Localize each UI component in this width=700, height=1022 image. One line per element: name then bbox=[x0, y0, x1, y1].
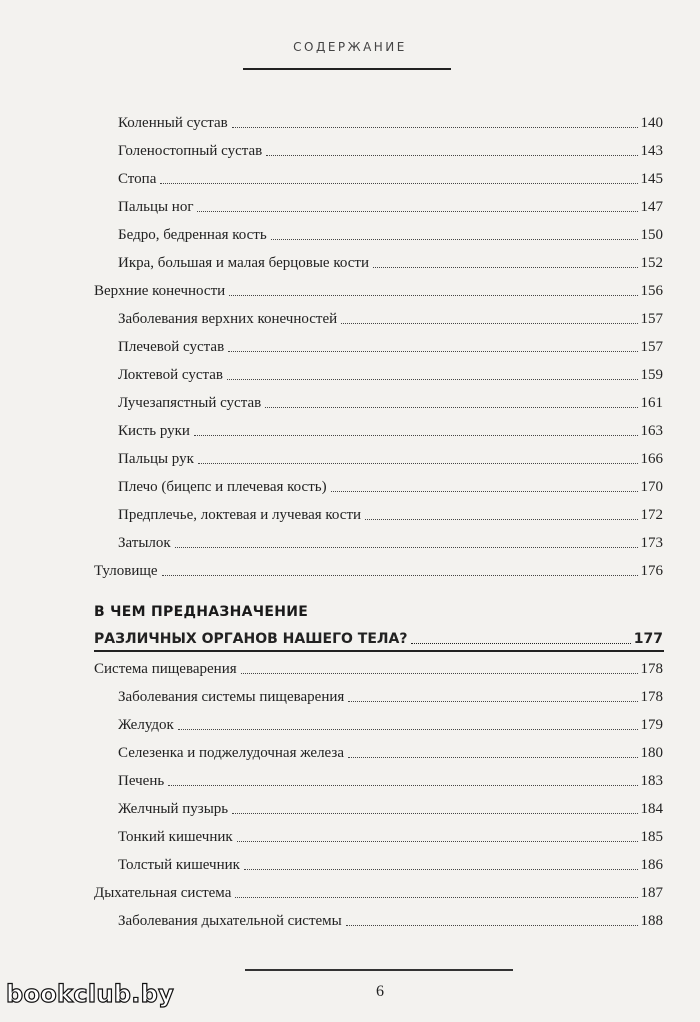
dot-leader bbox=[232, 127, 638, 128]
toc-entry-liver: Печень 183 bbox=[118, 773, 663, 789]
dot-leader bbox=[162, 575, 638, 576]
toc-entry-digestive-system: Система пищеварения 178 bbox=[94, 661, 663, 677]
toc-entry-occiput: Затылок 173 bbox=[118, 535, 663, 551]
toc-entry-respiratory-diseases: Заболевания дыхательной системы 188 bbox=[118, 913, 663, 929]
dot-leader bbox=[232, 813, 637, 814]
toc-entry-wrist: Лучезапястный сустав 161 bbox=[118, 395, 663, 411]
toc-entry-fingers: Пальцы рук 166 bbox=[118, 451, 663, 467]
section-heading: В ЧЕМ ПРЕДНАЗНАЧЕНИЕ bbox=[94, 604, 309, 620]
toc-entry-small-intestine: Тонкий кишечник 185 bbox=[118, 829, 663, 845]
section-heading-entry: РАЗЛИЧНЫХ ОРГАНОВ НАШЕГО ТЕЛА? 177 bbox=[94, 631, 663, 647]
toc-entry-large-intestine: Толстый кишечник 186 bbox=[118, 857, 663, 873]
toc-entry-foot: Стопа 145 bbox=[118, 171, 663, 187]
dot-leader bbox=[198, 463, 638, 464]
dot-leader bbox=[265, 407, 637, 408]
toc-entry-torso: Туловище 176 bbox=[94, 563, 663, 579]
toc-entry-upper-limb-diseases: Заболевания верхних конечностей 157 bbox=[118, 311, 663, 327]
toc-entry-elbow: Локтевой сустав 159 bbox=[118, 367, 663, 383]
dot-leader bbox=[373, 267, 638, 268]
dot-leader bbox=[346, 925, 638, 926]
dot-leader bbox=[168, 785, 637, 786]
section-rule bbox=[94, 650, 664, 652]
toc-entry-knee: Коленный сустав 140 bbox=[118, 115, 663, 131]
toc-entry-calf: Икра, большая и малая берцовые кости 152 bbox=[118, 255, 663, 271]
toc-entry-stomach: Желудок 179 bbox=[118, 717, 663, 733]
dot-leader bbox=[244, 869, 638, 870]
site-watermark: bookclub.by bbox=[6, 980, 175, 1008]
dot-leader bbox=[411, 643, 630, 644]
toc-entry-toes: Пальцы ног 147 bbox=[118, 199, 663, 215]
toc-entry-digestive-diseases: Заболевания системы пищеварения 178 bbox=[118, 689, 663, 705]
toc-entry-hand: Кисть руки 163 bbox=[118, 423, 663, 439]
dot-leader bbox=[365, 519, 637, 520]
dot-leader bbox=[271, 239, 638, 240]
toc-entry-shoulder-joint: Плечевой сустав 157 bbox=[118, 339, 663, 355]
dot-leader bbox=[266, 155, 637, 156]
toc-entry-spleen-pancreas: Селезенка и поджелудочная железа 180 bbox=[118, 745, 663, 761]
dot-leader bbox=[227, 379, 638, 380]
footer-rule bbox=[245, 969, 513, 971]
toc-entry-upper-arm: Плечо (бицепс и плечевая кость) 170 bbox=[118, 479, 663, 495]
dot-leader bbox=[228, 351, 637, 352]
header-rule bbox=[243, 68, 451, 70]
dot-leader bbox=[237, 841, 638, 842]
toc-entry-respiratory-system: Дыхательная система 187 bbox=[94, 885, 663, 901]
dot-leader bbox=[341, 323, 637, 324]
dot-leader bbox=[160, 183, 637, 184]
dot-leader bbox=[178, 729, 638, 730]
dot-leader bbox=[197, 211, 637, 212]
dot-leader bbox=[348, 701, 637, 702]
dot-leader bbox=[348, 757, 638, 758]
dot-leader bbox=[194, 435, 638, 436]
dot-leader bbox=[331, 491, 638, 492]
toc-entry-ankle: Голеностопный сустав 143 bbox=[118, 143, 663, 159]
toc-entry-upper-limbs: Верхние конечности 156 bbox=[94, 283, 663, 299]
toc-entry-forearm: Предплечье, локтевая и лучевая кости 172 bbox=[118, 507, 663, 523]
dot-leader bbox=[175, 547, 638, 548]
dot-leader bbox=[241, 673, 638, 674]
running-head: СОДЕРЖАНИЕ bbox=[293, 40, 407, 54]
toc-entry-thigh: Бедро, бедренная кость 150 bbox=[118, 227, 663, 243]
dot-leader bbox=[229, 295, 637, 296]
toc-entry-gallbladder: Желчный пузырь 184 bbox=[118, 801, 663, 817]
page-number: 6 bbox=[376, 983, 384, 1000]
dot-leader bbox=[235, 897, 637, 898]
